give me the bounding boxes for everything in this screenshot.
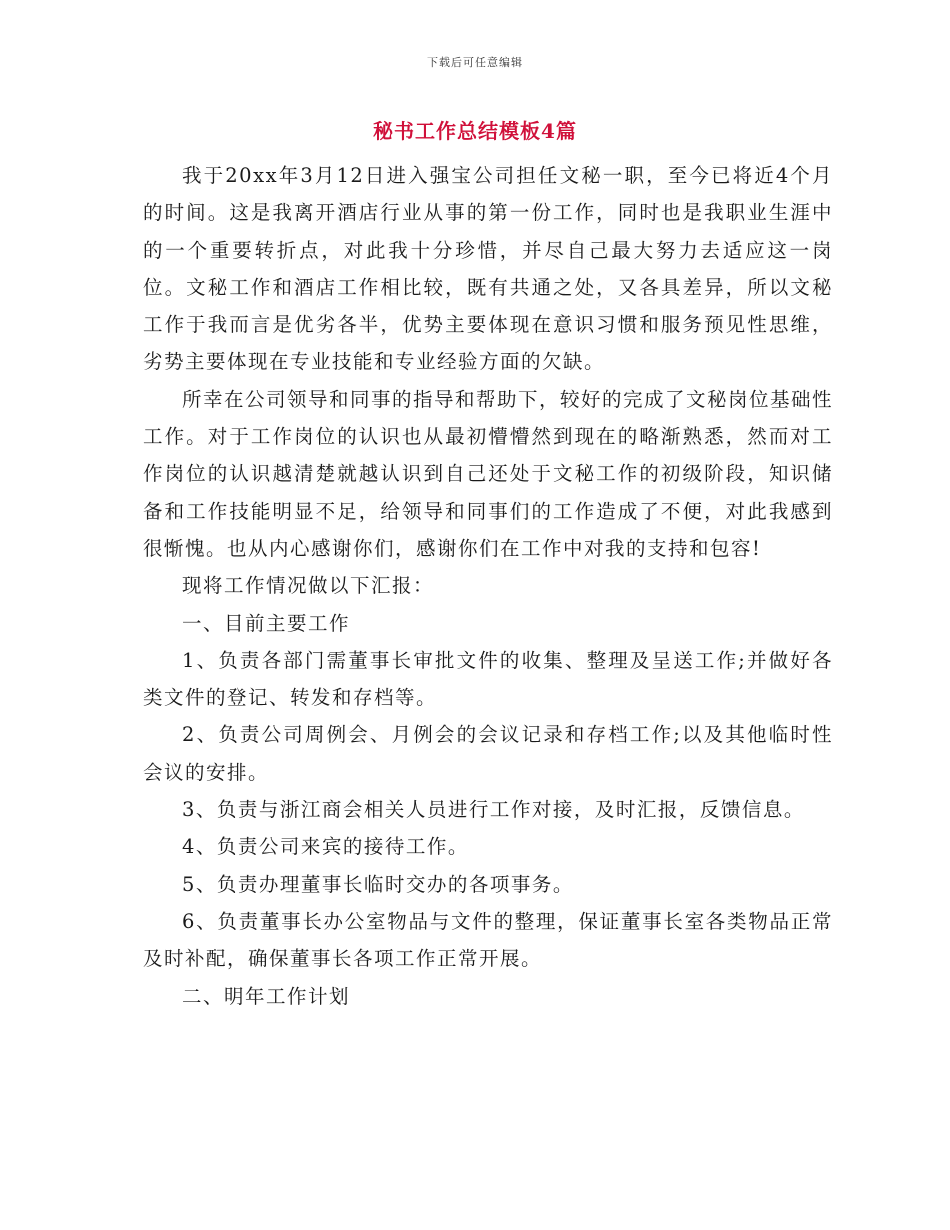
list-item-1: 1、负责各部门需董事长审批文件的收集、整理及呈送工作;并做好各类文件的登记、转发和存档等。 xyxy=(143,648,833,710)
header-note: 下载后可任意编辑 xyxy=(427,56,523,69)
list-item-6: 6、负责董事长办公室物品与文件的整理，保证董事长室各类物品正常及时补配，确保董事长各项工作正常开展。 xyxy=(143,909,833,971)
document-body xyxy=(143,157,833,1015)
document-title: 秘书工作总结模板4篇 xyxy=(373,119,577,143)
paragraph-report-intro: 现将工作情况做以下汇报： xyxy=(182,574,435,598)
paragraph-intro: 我于20xx年3月12日进入强宝公司担任文秘一职，至今已将近4个月的时间。这是我离开酒店行业从事的第一份工作，同时也是我职业生涯中的一个重要转折点，对此我十分珍惜，并尽自己最大努力去适应这一岗位。文秘工作和酒店工作相比较，既有共通之处，又各具差异，所以文秘工作于我而言是优劣各半，优势主要体现在意识习惯和服务预见性思维，劣势主要体现在专业技能和专业经验方面的欠缺。 xyxy=(143,164,833,374)
section-heading-current-work: 一、目前主要工作 xyxy=(182,611,351,635)
paragraph-gratitude: 所幸在公司领导和同事的指导和帮助下，较好的完成了文秘岗位基础性工作。对于工作岗位的认识也从最初懵懵然到现在的略渐熟悉，然而对工作岗位的认识越清楚就越认识到自己还处于文秘工作的初级阶段，知识储备和工作技能明显不足，给领导和同事们的工作造成了不便，对此我感到很惭愧。也从内心感谢你们，感谢你们在工作中对我的支持和包容! xyxy=(143,387,834,560)
list-item-4: 4、负责公司来宾的接待工作。 xyxy=(182,835,469,859)
list-item-5: 5、负责办理董事长临时交办的各项事务。 xyxy=(182,872,574,896)
list-item-3: 3、负责与浙江商会相关人员进行工作对接，及时汇报，反馈信息。 xyxy=(182,798,805,822)
section-heading-next-year-plan: 二、明年工作计划 xyxy=(182,984,351,1008)
list-item-2: 2、负责公司周例会、月例会的会议记录和存档工作;以及其他临时性会议的安排。 xyxy=(143,723,833,784)
